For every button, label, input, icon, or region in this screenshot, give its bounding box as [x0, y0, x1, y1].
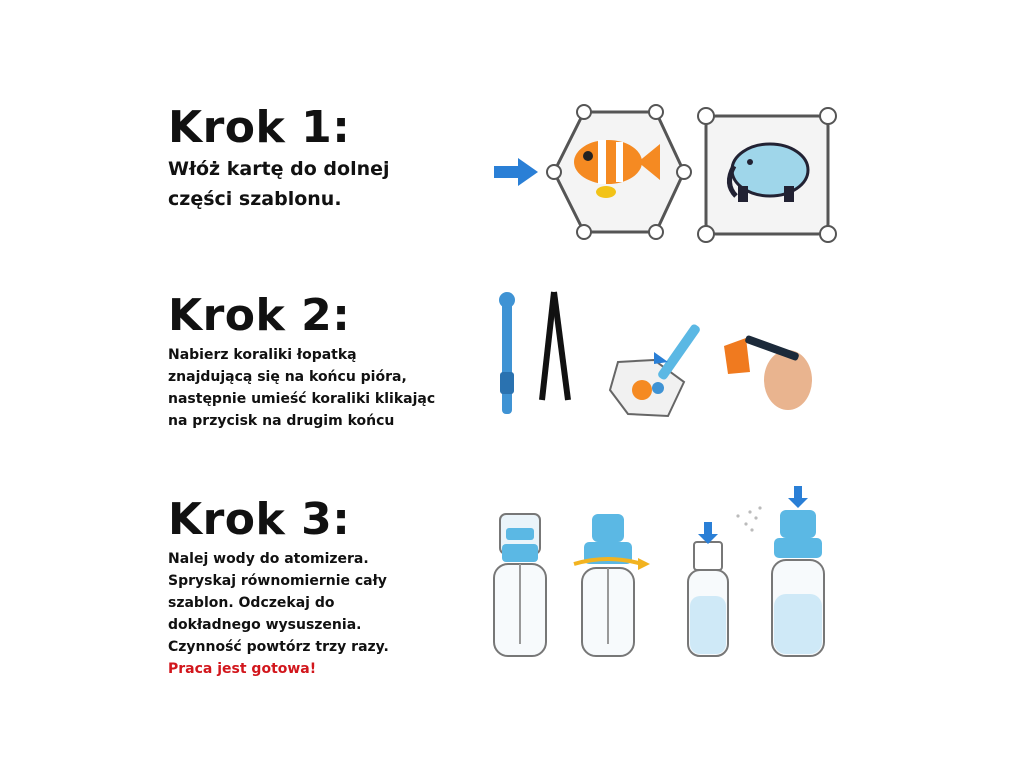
step-2-line-2: znajdującą się na końcu pióra, [168, 369, 407, 385]
step-3-line-3: szablon. Odczekaj do [168, 595, 335, 611]
water-bottle [688, 522, 728, 656]
step-2-text [168, 344, 435, 432]
step-3-illustration [488, 484, 838, 674]
spray-bottle-2 [574, 514, 650, 656]
step-2-line-1: Nabierz koraliki łopatką [168, 347, 357, 363]
step-2-illustration [488, 280, 828, 425]
elephant-bead-template [698, 108, 836, 242]
step-3-text [168, 548, 389, 680]
step-2-title: Krok 2: [168, 290, 351, 341]
spray-bottle-1 [494, 514, 546, 656]
step-2-line-3: następnie umieść koraliki klikając [168, 391, 436, 407]
fish-bead-template [547, 105, 691, 239]
step-3-line-5: Czynność powtórz trzy razy. [168, 639, 389, 655]
step-1-line-2: części szablonu. [168, 188, 342, 210]
step-1-line-1: Włóż kartę do dolnej [168, 158, 390, 180]
step-1 [168, 104, 390, 214]
bead-pen [499, 292, 515, 414]
step-1-illustration [488, 100, 848, 250]
step-1-text [168, 154, 390, 214]
step-3-title: Krok 3: [168, 494, 351, 545]
step-3 [168, 496, 389, 680]
step-2-line-4: na przycisk na drugim końcu [168, 413, 395, 429]
step-3-final-line: Praca jest gotowa! [168, 661, 317, 677]
step-3-line-2: Spryskaj równomiernie cały [168, 573, 387, 589]
tweezers [542, 292, 568, 400]
blue-arrow-icon [494, 158, 538, 186]
spray-bottle-3 [736, 486, 824, 656]
step-2 [168, 292, 435, 432]
hand-placing-beads [610, 323, 812, 416]
step-1-title: Krok 1: [168, 102, 351, 153]
step-3-line-4: dokładnego wysuszenia. [168, 617, 362, 633]
step-3-line-1: Nalej wody do atomizera. [168, 551, 369, 567]
